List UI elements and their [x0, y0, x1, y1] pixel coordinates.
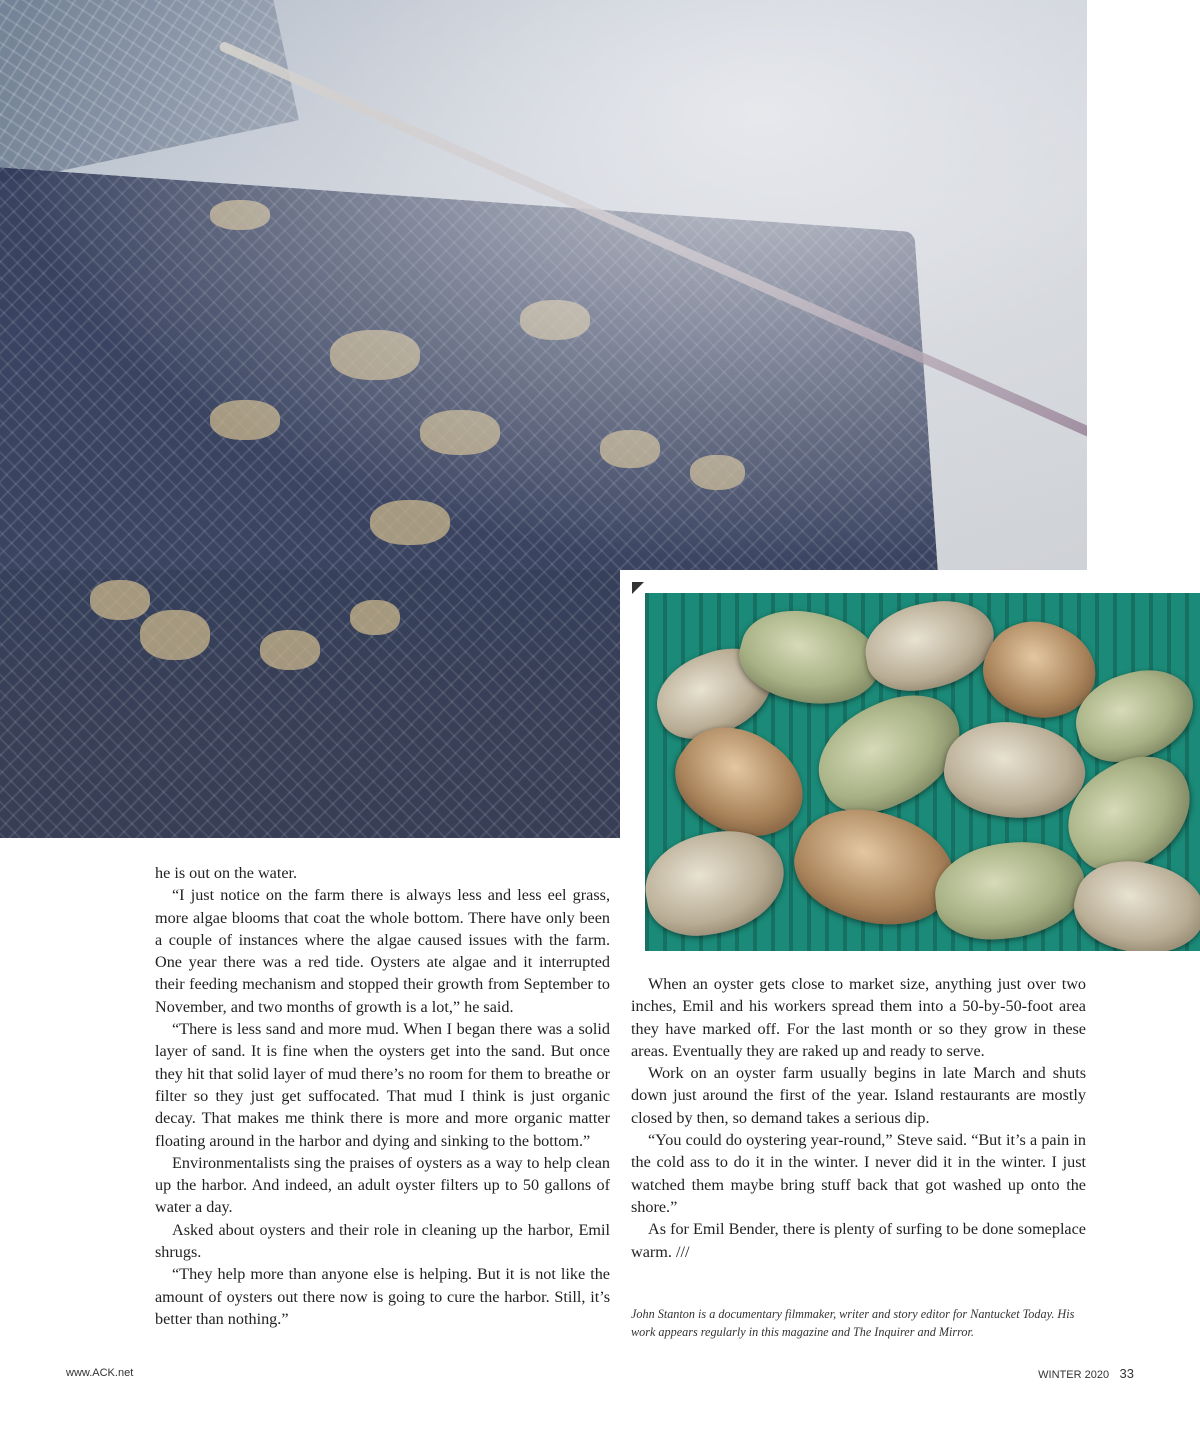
photo-oyster-bag-underwater-lower: [0, 570, 620, 838]
author-bio: John Stanton is a documentary filmmaker, writer and story editor for Nantucket Today. His work appears regularly in this magazine and The Inquirer and Mirror.: [631, 1307, 1075, 1339]
paragraph: “There is less sand and more mud. When I began there was a solid layer of sand. It is fine when the oysters get into the sand. But once they hit that solid layer of mud there’s no room for them to breathe or filter so they just get suffocated. That mud I think is just organic decay. That makes me think there is more and more organic matter floating around in the harbor and dying and sinking to the bottom.”: [155, 1020, 610, 1150]
oyster-shell: [931, 837, 1089, 945]
footer-issue-page: [1038, 1365, 1134, 1383]
paragraph: Work on an oyster farm usually begins in late March and shuts down just around the first of the year. Island restaurants are mostly closed by then, so demand takes a serious dip.: [631, 1064, 1086, 1127]
water-surface-haze: [0, 0, 1087, 570]
photo-oysters-in-basket: [645, 593, 1200, 951]
paragraph: Asked about oysters and their role in cleaning up the harbor, Emil shrugs.: [155, 1220, 610, 1262]
paragraph: Environmentalists sing the praises of oysters as a way to help clean up the harbor. And indeed, an adult oyster filters up to 50 gallons of water a day.: [155, 1153, 610, 1217]
oyster-shape: [260, 630, 320, 670]
oyster-shell: [781, 789, 969, 947]
article-column-left: [155, 862, 610, 1330]
oyster-shape: [350, 600, 400, 635]
paragraph: “You could do oystering year-round,” Steve said. “But it’s a pain in the cold ass to do it in the winter. I never did it in the winter. I just watched them maybe bring stuff back that got washed up onto the shore.”: [631, 1131, 1086, 1216]
oyster-shell: [645, 822, 793, 945]
oyster-shape: [140, 610, 210, 660]
paragraph: “I just notice on the farm there is always less and less eel grass, more algae blooms that coat the whole bottom. There have only been a couple of instances where the algae caused issues with the farm. One year there was a red tide. Oysters ate algae and it interrupted their feeding mechanism and stopped their growth from September to November, and two months of growth is a lot,” he said.: [155, 886, 610, 1016]
photo-oyster-bag-underwater: [0, 0, 1087, 570]
paragraph: he is out on the water.: [155, 864, 298, 882]
paragraph: “They help more than anyone else is helping. But it is not like the amount of oysters out there now is going to cure the harbor. Still, it’s better than nothing.”: [155, 1265, 610, 1328]
footer-website: www.ACK.net: [66, 1367, 134, 1379]
paragraph: As for Emil Bender, there is plenty of surfing to be done someplace warm. ///: [631, 1220, 1086, 1261]
photo-corner-mark: [632, 582, 644, 594]
article-column-right: [631, 973, 1086, 1263]
page-number: 33: [1119, 1366, 1134, 1381]
oyster-shell: [859, 593, 1002, 699]
oyster-shape: [90, 580, 150, 620]
paragraph: When an oyster gets close to market size, anything just over two inches, Emil and his workers spread them into a 50-by-50-foot area they have marked off. For the last month or so they grow in these areas. Eventually they are raked up and ready to serve.: [631, 975, 1086, 1060]
issue-label: WINTER 2020: [1038, 1369, 1110, 1381]
